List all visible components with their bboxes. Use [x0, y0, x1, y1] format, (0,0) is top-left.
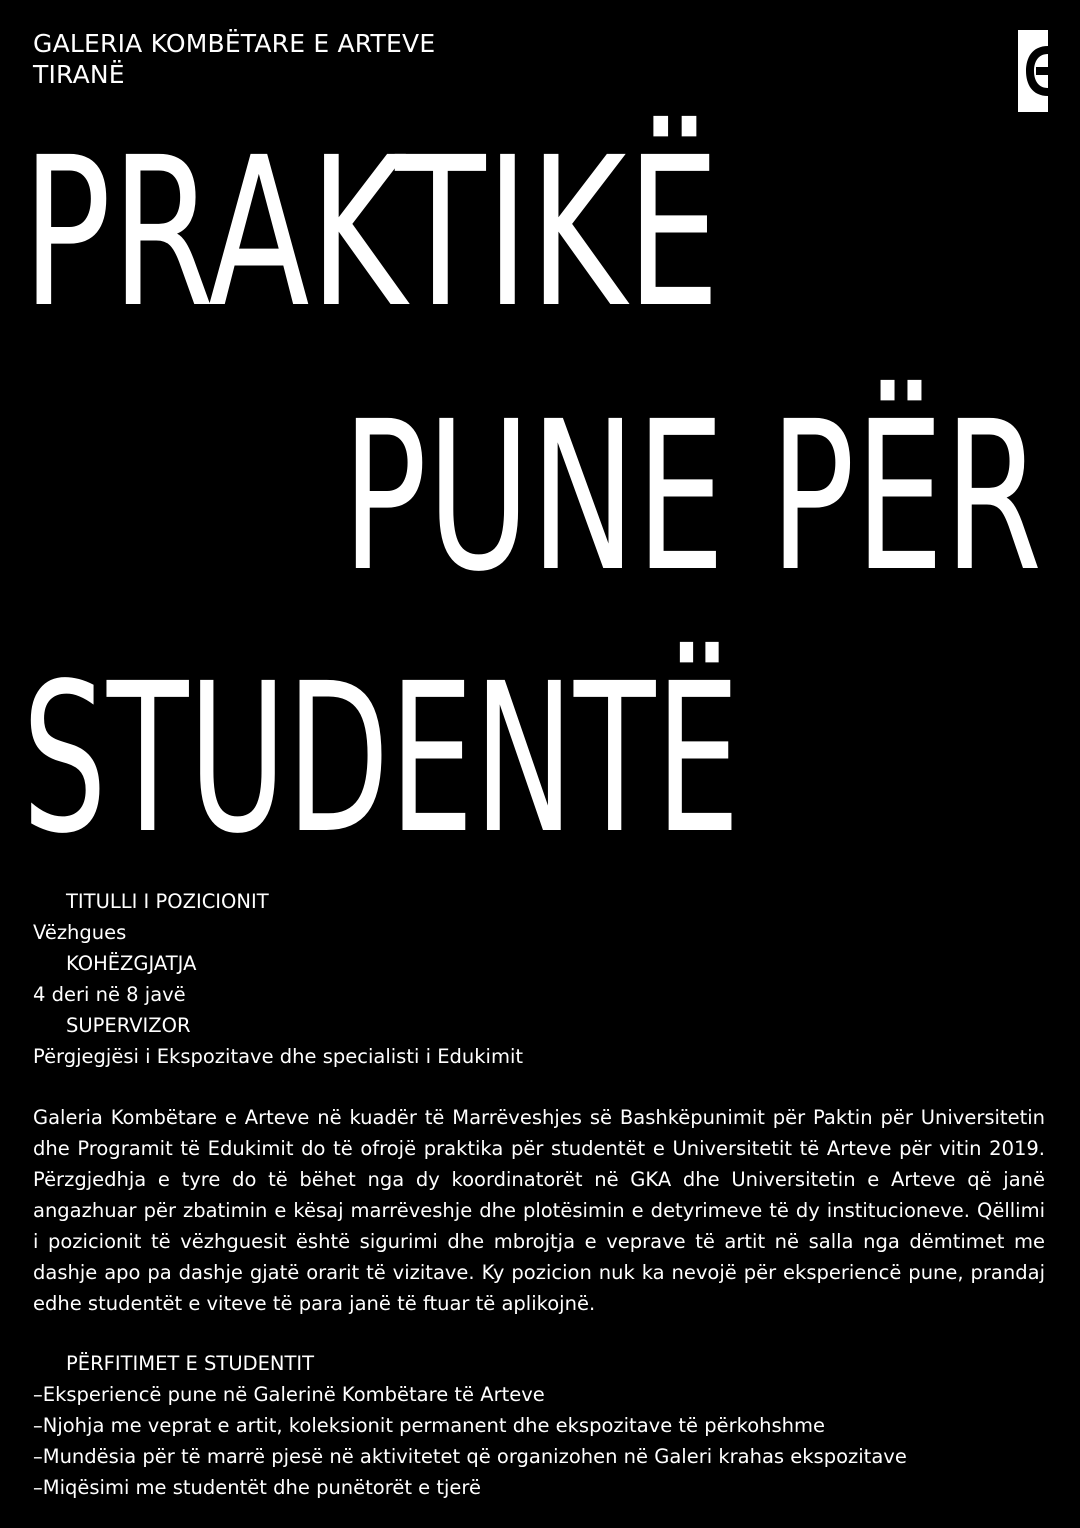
duration-value: 4 deri në 8 javë [33, 983, 186, 1006]
supervisor-label: SUPERVIZOR [66, 1014, 191, 1037]
organization-name-line1: GALERIA KOMBËTARE E ARTEVE [33, 29, 436, 58]
position-details [33, 886, 1048, 1072]
duration-label: KOHËZGJATJA [66, 952, 197, 975]
benefit-item: –Mundësia për të marrë pjesë në aktivitetet që organizohen në Galeri krahas ekspozitave [33, 1445, 907, 1468]
headline-line1: PRAKTIKË [22, 113, 720, 353]
student-benefits [33, 1348, 1045, 1503]
benefit-item: –Njohja me veprat e artit, koleksionit permanent dhe ekspozitave të përkohshme [33, 1414, 826, 1437]
benefit-item: –Miqësimi me studentët dhe punëtorët e tjerë [33, 1476, 482, 1499]
organization-city: TIRANË [33, 60, 125, 89]
benefits-label: PËRFITIMET E STUDENTIT [66, 1352, 315, 1375]
headline-line2: PUNE PËR [342, 377, 1042, 617]
supervisor-value: Përgjegjësi i Ekspozitave dhe specialisti i Edukimit [33, 1045, 524, 1068]
position-title-value: Vëzhgues [33, 921, 127, 944]
benefit-item: –Eksperiencë pune në Galerinë Kombëtare të Arteve [33, 1383, 545, 1406]
position-title-label: TITULLI I POZICIONIT [66, 890, 269, 913]
headline-line3: STUDENTË [22, 639, 740, 860]
description-paragraph: Galeria Kombëtare e Arteve në kuadër të Marrëveshjes së Bashkëpunimit për Paktin për Universitetin dhe Programit të Edukimit do të ofrojë praktika për studentët e Universitetit të Arteve për vitin 2019. Përzgjedhja e tyre do të bëhet nga dy koordinatorët në GKA dhe Universitetin e Arteve që janë angazhuar për zbatimin e kësaj marrëveshje dhe plotësimin e detyrimeve të dy institucioneve. Qëllimi i pozicionit të vëzhguesit është sigurimi dhe mbrojtja e veprave të artit në salla nga dëmtimet me dashje apo pa dashje gjatë orarit të vizitave. Ky pozicion nuk ka nevojë për eksperiencë pune, prandaj edhe studentët e viteve të para janë të ftuar të aplikojnë. [33, 1106, 1045, 1315]
